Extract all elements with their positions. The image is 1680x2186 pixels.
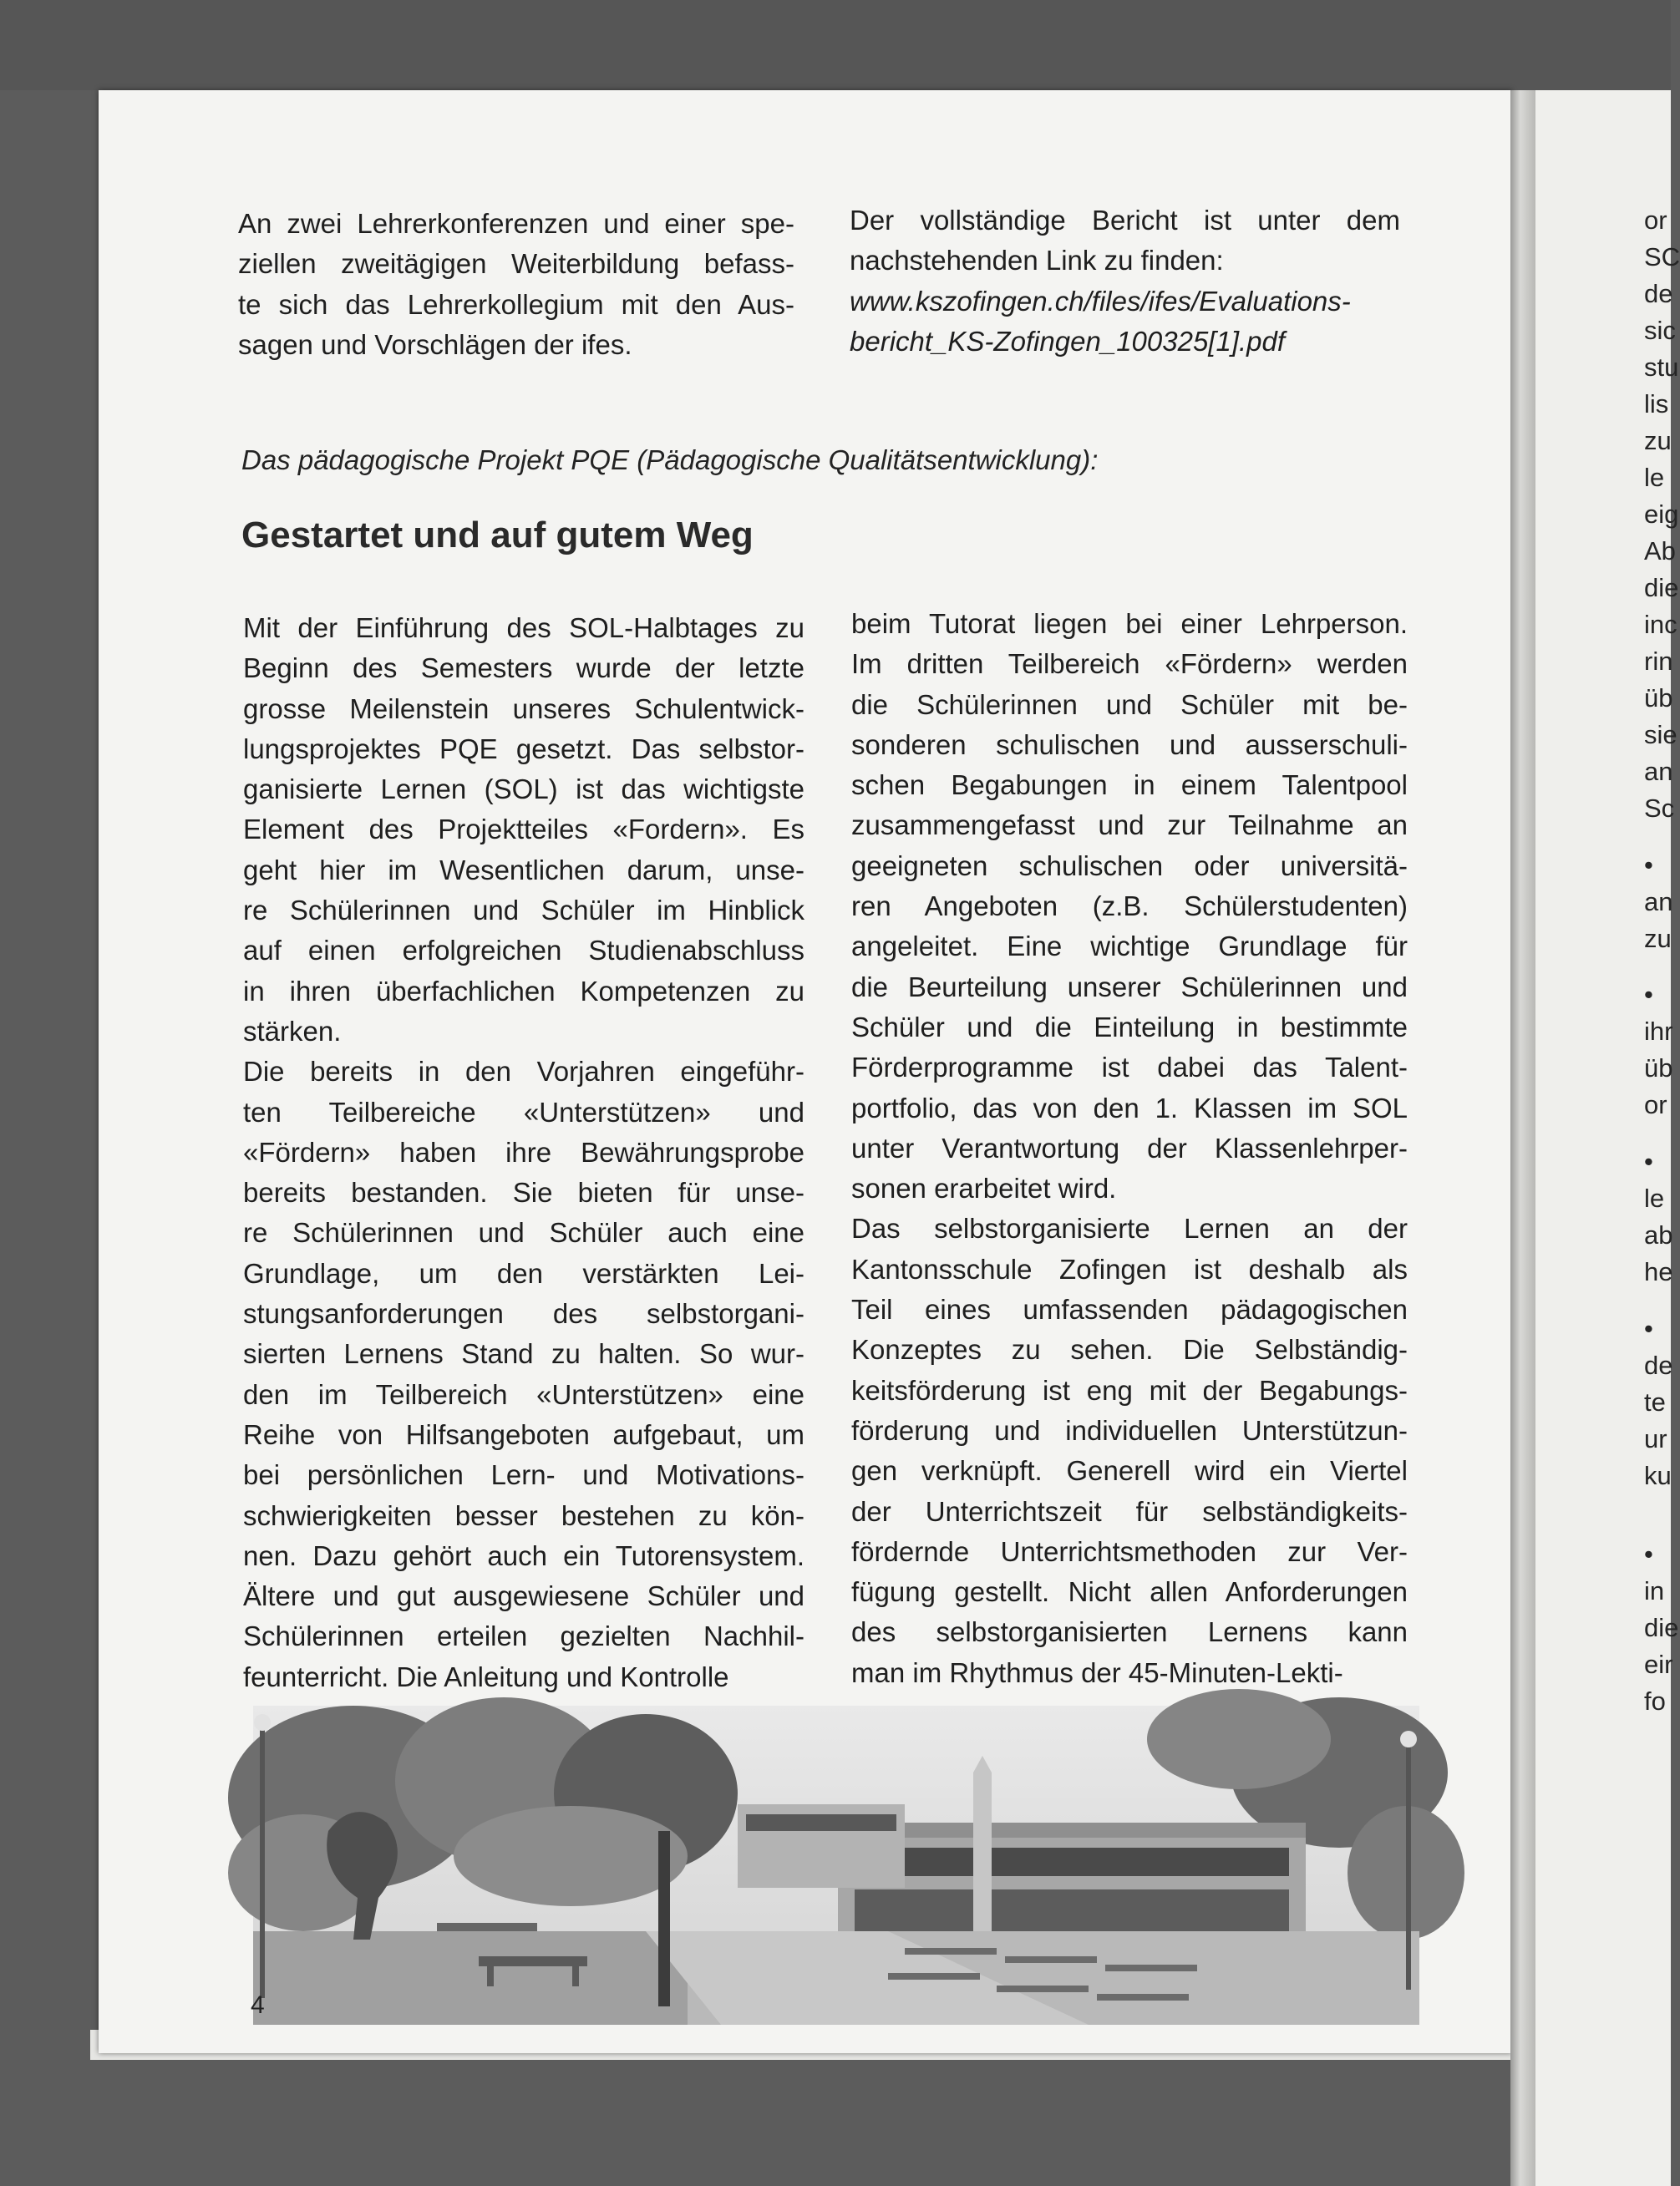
book-gutter bbox=[1510, 90, 1535, 2186]
report-link[interactable]: www.kszofingen.ch/files/ifes/Evaluations- bbox=[850, 285, 1351, 317]
right-page-fragment: inc bbox=[1644, 610, 1677, 639]
text-line: die Schülerinnen und Schüler mit be- bbox=[851, 688, 1408, 720]
right-page-fragment: ur bbox=[1644, 1424, 1667, 1453]
text-line: sagen und Vorschlägen der ifes. bbox=[238, 328, 632, 360]
text-line: zusammengefasst und zur Teilnahme an bbox=[851, 809, 1408, 841]
right-page-fragment: zu bbox=[1644, 426, 1672, 455]
campus-illustration bbox=[253, 1706, 1419, 2025]
right-page-fragment: te bbox=[1644, 1387, 1666, 1417]
text-line: Im dritten Teilbereich «Fördern» werden bbox=[851, 648, 1408, 680]
text-line: An zwei Lehrerkonferenzen und einer spe- bbox=[238, 208, 794, 239]
right-page-fragment: SC bbox=[1644, 242, 1680, 271]
right-page-fragment: ihr bbox=[1644, 1017, 1673, 1046]
right-page-fragment: • bbox=[1644, 850, 1653, 880]
right-page-fragment: or bbox=[1644, 1090, 1667, 1119]
right-page-fragment: Ab bbox=[1644, 536, 1676, 566]
text-line: Kantonsschule Zofingen ist deshalb als bbox=[851, 1253, 1408, 1285]
text-line: bereits bestanden. Sie bieten für unse- bbox=[243, 1177, 804, 1209]
text-line: ziellen zweitägigen Weiterbildung befass- bbox=[238, 248, 794, 280]
text-line: ganisierte Lernen (SOL) ist das wichtigste bbox=[243, 773, 804, 805]
text-line: fördernde Unterrichtsmethoden zur Ver- bbox=[851, 1535, 1408, 1567]
text-line: Die bereits in den Vorjahren eingeführ- bbox=[243, 1056, 804, 1088]
right-page-fragment: le bbox=[1644, 1184, 1665, 1213]
right-page-fragment: stu bbox=[1644, 352, 1679, 382]
text-line: sierten Lernens Stand zu halten. So wur- bbox=[243, 1338, 804, 1370]
text-line: nen. Dazu gehört auch ein Tutorensystem. bbox=[243, 1539, 804, 1571]
text-line: keitsförderung ist eng mit der Begabungs- bbox=[851, 1374, 1408, 1406]
text-line: förderung und individuellen Unterstützun- bbox=[851, 1414, 1408, 1446]
right-page-fragment: in bbox=[1644, 1576, 1665, 1605]
text-line: den im Teilbereich «Unterstützen» eine bbox=[243, 1378, 804, 1410]
text-line: nachstehenden Link zu finden: bbox=[850, 245, 1224, 276]
article-title: Gestartet und auf gutem Weg bbox=[241, 515, 754, 555]
text-line: geeigneten schulischen oder universitä- bbox=[851, 850, 1408, 881]
school-campus-photo bbox=[253, 1706, 1419, 2025]
text-line: lungsprojektes PQE gesetzt. Das selbstor- bbox=[243, 733, 804, 764]
right-page-fragment: eir bbox=[1644, 1650, 1673, 1679]
text-line: sonderen schulischen und ausserschuli- bbox=[851, 728, 1408, 760]
article-column-right bbox=[851, 604, 1408, 1693]
text-line: fügung gestellt. Nicht allen Anforderungen bbox=[851, 1576, 1408, 1608]
right-page-fragment: ku bbox=[1644, 1461, 1672, 1490]
text-line: unter Verantwortung der Klassenlehrper- bbox=[851, 1132, 1408, 1164]
text-line: te sich das Lehrerkollegium mit den Aus- bbox=[238, 288, 794, 320]
right-page-fragment: Sc bbox=[1644, 794, 1675, 823]
right-page-fragment: eig bbox=[1644, 500, 1679, 529]
text-line: angeleitet. Eine wichtige Grundlage für bbox=[851, 931, 1408, 962]
text-line: Element des Projektteiles «Fordern». Es bbox=[243, 814, 804, 845]
right-page-fragment: he bbox=[1644, 1257, 1673, 1286]
right-page-fragment: le bbox=[1644, 463, 1665, 492]
text-line: portfolio, das von den 1. Klassen im SOL bbox=[851, 1092, 1408, 1123]
intro-paragraph-right bbox=[850, 200, 1400, 362]
text-line: Konzeptes zu sehen. Die Selbständig- bbox=[851, 1334, 1408, 1366]
text-line: Ältere und gut ausgewiesene Schüler und bbox=[243, 1580, 804, 1612]
right-page-fragment: • bbox=[1644, 1314, 1653, 1343]
text-line: die Beurteilung unserer Schülerinnen und bbox=[851, 971, 1408, 1002]
right-page-fragment: die bbox=[1644, 573, 1679, 602]
text-line: re Schülerinnen und Schüler im Hinblick bbox=[243, 895, 804, 926]
report-link[interactable]: bericht_KS-Zofingen_100325[1].pdf bbox=[850, 325, 1286, 357]
right-page-fragment: de bbox=[1644, 279, 1673, 308]
text-line: gen verknüpft. Generell wird ein Viertel bbox=[851, 1455, 1408, 1487]
text-line: man im Rhythmus der 45-Minuten-Lekti- bbox=[851, 1656, 1343, 1688]
text-line: bei persönlichen Lern- und Motivations- bbox=[243, 1459, 804, 1491]
right-page-fragment: sie bbox=[1644, 720, 1677, 749]
right-page-fragment: an bbox=[1644, 757, 1673, 786]
right-page-fragment: die bbox=[1644, 1613, 1679, 1642]
right-page-fragment: lis bbox=[1644, 389, 1669, 418]
text-line: der Unterrichtszeit für selbständigkeits- bbox=[851, 1495, 1408, 1527]
text-line: Teil eines umfassenden pädagogischen bbox=[851, 1294, 1408, 1326]
text-line: ren Angeboten (z.B. Schülerstudenten) bbox=[851, 890, 1408, 922]
scan-background-top bbox=[0, 0, 1671, 90]
text-line: stungsanforderungen des selbstorgani- bbox=[243, 1298, 804, 1330]
right-page-fragment: • bbox=[1644, 1147, 1653, 1176]
text-line: schwierigkeiten besser bestehen zu kön- bbox=[243, 1499, 804, 1531]
intro-paragraph-left bbox=[238, 204, 794, 365]
text-line: Mit der Einführung des SOL-Halbtages zu bbox=[243, 612, 804, 643]
text-line: Schülerinnen erteilen gezielten Nachhil- bbox=[243, 1620, 804, 1652]
text-line: Das selbstorganisierte Lernen an der bbox=[851, 1213, 1408, 1245]
text-line: re Schülerinnen und Schüler auch eine bbox=[243, 1217, 804, 1249]
text-line: ten Teilbereiche «Unterstützen» und bbox=[243, 1096, 804, 1128]
text-line: sonen erarbeitet wird. bbox=[851, 1173, 1117, 1205]
right-page-fragment: üb bbox=[1644, 683, 1673, 713]
right-page-fragment: de bbox=[1644, 1351, 1673, 1380]
right-page-fragment: sic bbox=[1644, 316, 1676, 345]
text-line: in ihren überfachlichen Kompetenzen zu bbox=[243, 975, 804, 1007]
right-page-fragment: ab bbox=[1644, 1220, 1673, 1250]
text-line: Reihe von Hilfsangeboten aufgebaut, um bbox=[243, 1418, 804, 1450]
right-page-fragment: üb bbox=[1644, 1053, 1673, 1083]
right-page-fragment: or bbox=[1644, 205, 1667, 235]
text-line: Beginn des Semesters wurde der letzte bbox=[243, 652, 804, 684]
text-line: «Fördern» haben ihre Bewährungsprobe bbox=[243, 1136, 804, 1168]
text-line: schen Begabungen in einem Talentpool bbox=[851, 769, 1408, 801]
right-page-fragment: fo bbox=[1644, 1686, 1666, 1716]
page-number: 4 bbox=[251, 1991, 265, 2019]
text-line: geht hier im Wesentlichen darum, unse- bbox=[243, 854, 804, 885]
text-line: Grundlage, um den verstärkten Lei- bbox=[243, 1257, 804, 1289]
text-line: Der vollständige Bericht ist unter dem bbox=[850, 205, 1400, 236]
article-column-left bbox=[243, 608, 804, 1697]
right-page-fragment: • bbox=[1644, 980, 1653, 1009]
text-line: Förderprogramme ist dabei das Talent- bbox=[851, 1052, 1408, 1083]
article-subtitle: Das pädagogische Projekt PQE (Pädagogische Qualitätsentwicklung): bbox=[241, 444, 1099, 475]
text-line: feunterricht. Die Anleitung und Kontrolle bbox=[243, 1661, 729, 1692]
text-line: beim Tutorat liegen bei einer Lehrperson. bbox=[851, 608, 1408, 639]
text-line: auf einen erfolgreichen Studienabschluss bbox=[243, 935, 804, 966]
text-line: Schüler und die Einteilung in bestimmte bbox=[851, 1011, 1408, 1042]
text-line: stärken. bbox=[243, 1015, 342, 1047]
right-page-fragment: • bbox=[1644, 1539, 1653, 1569]
right-page-fragment: an bbox=[1644, 887, 1673, 916]
right-page-fragment: rin bbox=[1644, 647, 1673, 676]
text-line: grosse Meilenstein unseres Schulentwick- bbox=[243, 692, 804, 724]
right-page-fragment: zu bbox=[1644, 924, 1672, 953]
text-line: des selbstorganisierten Lernens kann bbox=[851, 1616, 1408, 1648]
